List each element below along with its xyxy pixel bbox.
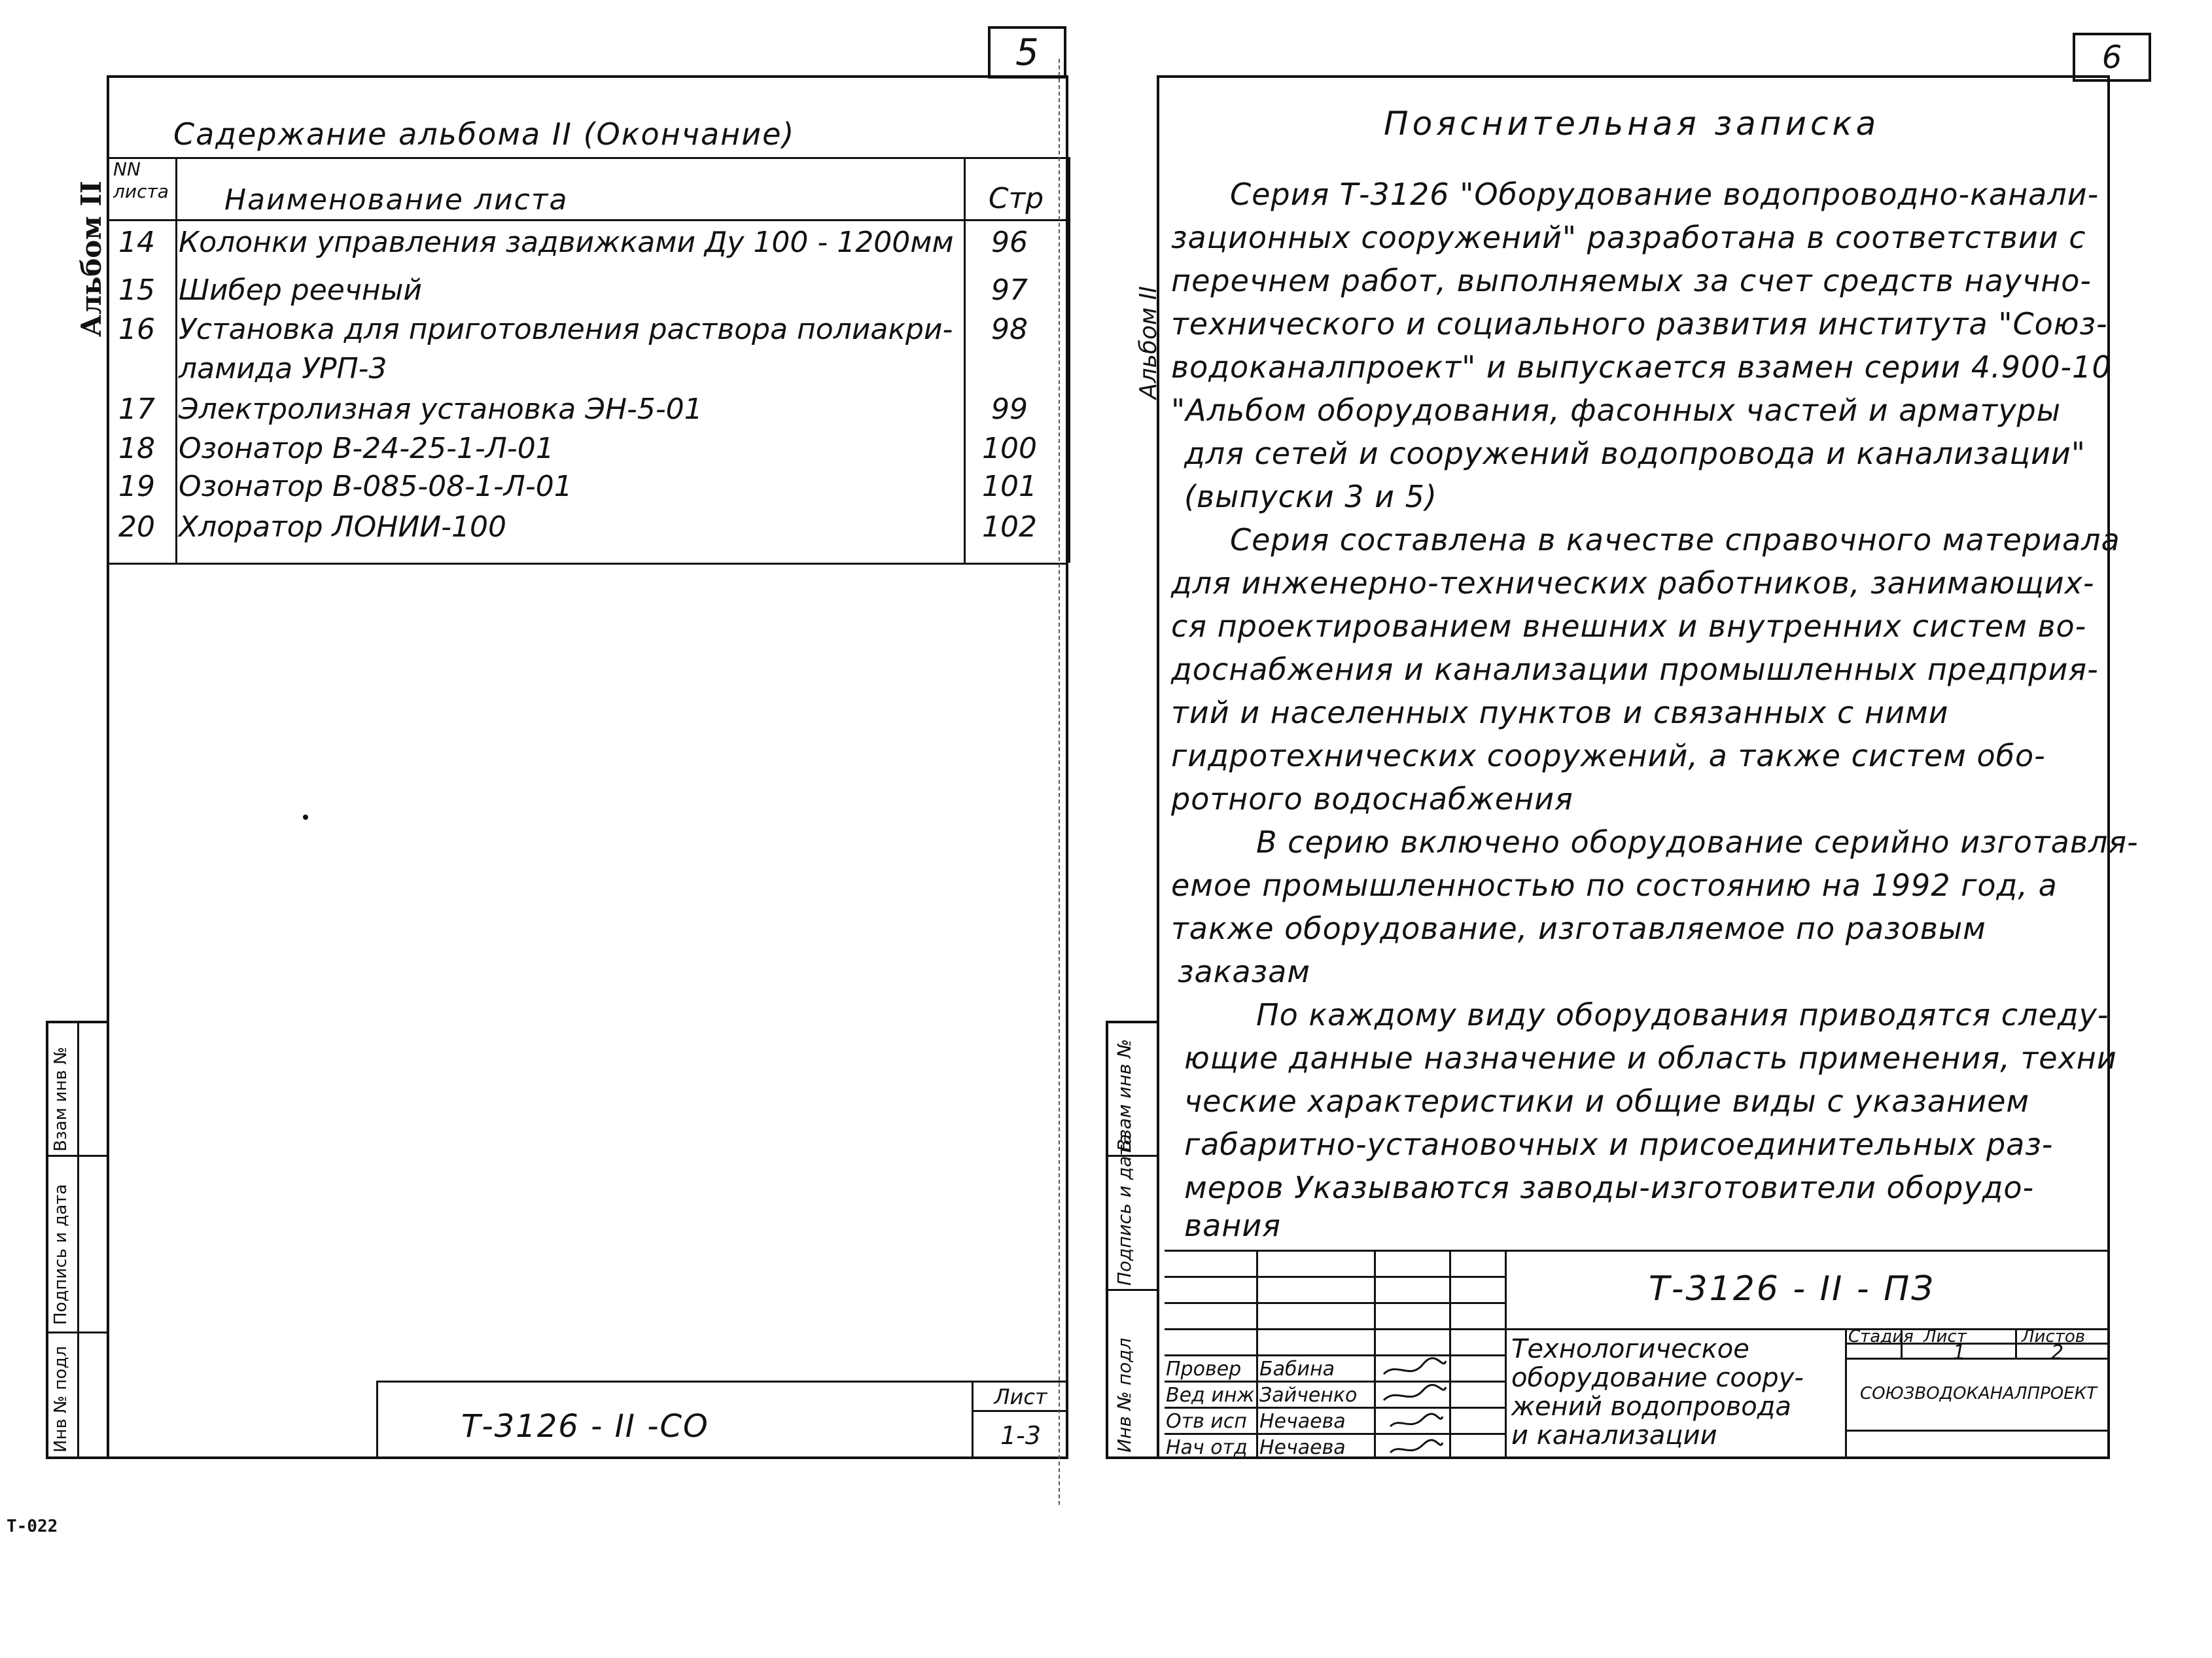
- left-stamp: [376, 1381, 1068, 1459]
- table-row: [107, 393, 1068, 433]
- left-stamp-code: Т-3126 - II -СО: [461, 1408, 709, 1445]
- signatures: [1377, 1354, 1449, 1459]
- note-line: водоканалпроект" и выпускается взамен серии 4.900-10: [1171, 349, 2112, 385]
- row-page: 102: [982, 510, 1037, 544]
- note-line: По каждому виду оборудования приводятся следу-: [1256, 997, 2109, 1032]
- note-line: ческие характеристики и общие виды с указанием: [1184, 1084, 2030, 1119]
- note-line: заказам: [1178, 954, 1310, 989]
- left-margin-label-2: Инв № подл: [51, 1346, 71, 1453]
- note-line: В серию включено оборудование серийно изготавля-: [1256, 824, 2139, 860]
- left-title: Садержание альбома II (Окончание): [173, 116, 796, 152]
- stamp-person: Нечаева: [1259, 1436, 1346, 1459]
- row-page: 99: [991, 393, 1028, 426]
- note-line: меров Указываются заводы-изготовители оборудо-: [1184, 1170, 2035, 1205]
- row-page: 96: [991, 226, 1028, 259]
- stamp-person: Нечаева: [1259, 1410, 1346, 1433]
- stage-label: Стадия: [1848, 1327, 1914, 1347]
- stamp-role: Отв исп: [1166, 1410, 1247, 1433]
- note-line: также оборудование, изготавляемое по разовым: [1171, 911, 1986, 946]
- left-margin-label-1: Подпись и дата: [51, 1184, 71, 1325]
- right-margin-label-0: Взам инв №: [1114, 1038, 1135, 1152]
- note-line: доснабжения и канализации промышленных предприя-: [1171, 652, 2099, 687]
- row-page: 100: [982, 432, 1037, 465]
- sheet-label: Лист: [1923, 1327, 1967, 1347]
- stamp-person: Зайченко: [1259, 1384, 1358, 1407]
- stray-mark: [303, 815, 308, 820]
- row-num: 16: [118, 313, 155, 346]
- stamp-description: Технологическое оборудование соору- жений водопровода и канализации: [1511, 1334, 1804, 1451]
- contents-table: [107, 157, 1068, 563]
- note-line: Серия Т-3126 "Оборудование водопроводно-канали-: [1230, 177, 2099, 212]
- note-line: технического и социального развития института "Союз-: [1171, 306, 2108, 342]
- sheets-value: 2: [2051, 1341, 2064, 1364]
- stamp-role: Провер: [1166, 1358, 1242, 1381]
- table-row: [107, 313, 1068, 353]
- right-margin-label-1: Подпись и дата: [1114, 1134, 1135, 1286]
- note-line: габаритно-установочных и присоединительных раз-: [1184, 1127, 2054, 1162]
- right-stamp-code: Т-3126 - II - ПЗ: [1649, 1269, 1935, 1309]
- col-page-header: Стр: [988, 182, 1044, 215]
- right-stamp: [1165, 1250, 2110, 1459]
- note-line: тий и населенных пунктов и связанных с ними: [1171, 695, 1949, 730]
- sheet-value: 1: [1953, 1341, 1966, 1364]
- row-num: 18: [118, 432, 155, 465]
- note-line: Серия составлена в качестве справочного материала: [1230, 522, 2120, 557]
- table-row: [107, 226, 1068, 266]
- row-num: 15: [118, 273, 155, 307]
- left-side-label: Альбом II: [75, 181, 107, 337]
- row-num: 17: [118, 393, 155, 426]
- row-name: Колонки управления задвижками Ду 100 - 1200мм: [179, 226, 954, 259]
- left-sheet-value: 1-3: [1000, 1421, 1042, 1450]
- stamp-role: Нач отд: [1166, 1436, 1248, 1459]
- row-name: Шибер реечный: [179, 273, 422, 307]
- row-name: Озонатор В-24-25-1-Л-01: [179, 432, 554, 465]
- sheets-label: Листов: [2022, 1327, 2086, 1347]
- note-line: ющие данные назначение и область применения, техни: [1184, 1040, 2117, 1076]
- note-line: ся проектированием внешних и внутренних систем во-: [1171, 609, 2087, 644]
- left-page-number: 5: [1015, 31, 1039, 74]
- note-line: (выпуски 3 и 5): [1184, 479, 1437, 514]
- note-line: для сетей и сооружений водопровода и канализации": [1184, 436, 2086, 471]
- table-row: [107, 352, 1068, 393]
- note-line: гидротехнических сооружений, а также систем обо-: [1171, 738, 2046, 773]
- note-line: ротного водоснабжения: [1171, 781, 1573, 817]
- row-num: 20: [118, 510, 155, 544]
- row-name: Установка для приготовления раствора полиакри-: [179, 313, 953, 346]
- footer-code: Т-022: [7, 1517, 58, 1536]
- fold-line: [1059, 59, 1060, 1505]
- note-line: для инженерно-технических работников, занимающих-: [1171, 565, 2095, 601]
- row-name: Озонатор В-085-08-1-Л-01: [179, 470, 572, 503]
- row-page: 98: [991, 313, 1028, 346]
- note-line: вания: [1184, 1208, 1281, 1243]
- stamp-person: Бабина: [1259, 1358, 1335, 1381]
- note-line: емое промышленностью по состоянию на 1992 год, а: [1171, 868, 2058, 903]
- left-margin-label-0: Взам инв №: [51, 1047, 71, 1152]
- row-num: 14: [118, 226, 155, 259]
- table-row: [107, 432, 1068, 472]
- note-line: перечнем работ, выполняемых за счет средств научно-: [1171, 263, 2092, 298]
- note-title: Пояснительная записка: [1384, 105, 1880, 143]
- note-line: зационных сооружений" разработана в соответствии с: [1171, 220, 2086, 255]
- row-page: 101: [982, 470, 1037, 503]
- row-num: 19: [118, 470, 155, 503]
- note-line: "Альбом оборудования, фасонных частей и арматуры: [1171, 393, 2062, 428]
- row-name: Хлоратор ЛОНИИ-100: [179, 510, 507, 544]
- col-num-header: NN листа: [113, 158, 169, 202]
- row-name: Электролизная установка ЭН-5-01: [179, 393, 703, 426]
- left-sheet-label: Лист: [994, 1385, 1047, 1409]
- table-row: [107, 470, 1068, 510]
- left-page-number-box: [988, 26, 1066, 79]
- right-page-number-box: [2073, 33, 2151, 82]
- table-row: [107, 273, 1068, 314]
- row-page: 97: [991, 273, 1028, 307]
- note-body: [1171, 177, 2139, 1243]
- right-margin-label-2: Инв № подл: [1114, 1337, 1135, 1453]
- table-row: [107, 510, 1068, 551]
- organization: СОЮЗВОДОКАНАЛПРОЕКТ: [1859, 1384, 2098, 1403]
- col-name-header: Наименование листа: [224, 183, 569, 217]
- right-side-label: Альбом II: [1135, 286, 1162, 399]
- right-page-number: 6: [2101, 39, 2122, 76]
- row-name: ламида УРП-3: [179, 352, 387, 385]
- stamp-role: Вед инж: [1166, 1384, 1255, 1407]
